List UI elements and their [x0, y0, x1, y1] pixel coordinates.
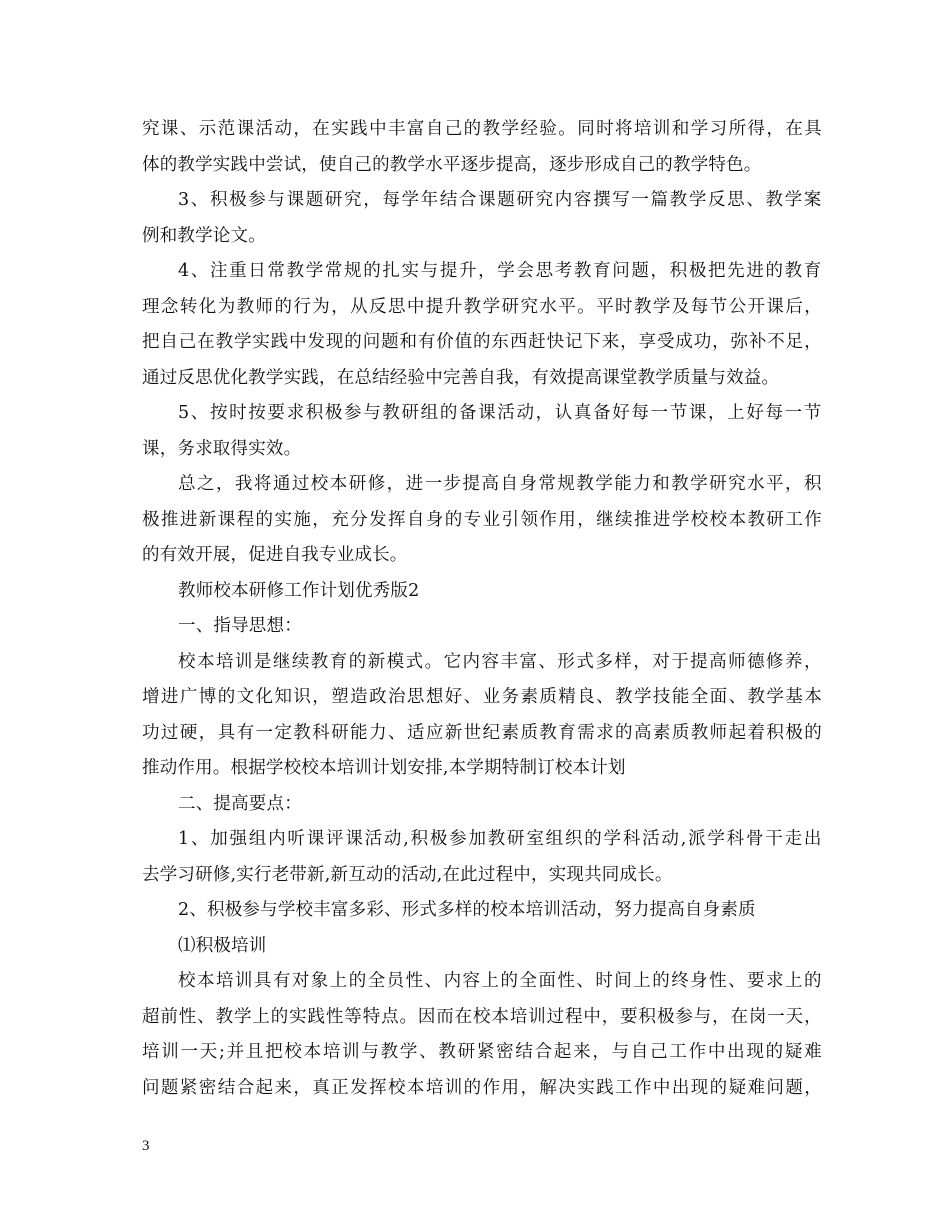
text-line: 问 题 紧 密 结 合 起 来 ， 真 正 发 挥 校 本 培 训 的 作 用 ， 解 决 实 践 工 作 中 出 现 的 疑 难 问 题 ， — [142, 1077, 822, 1098]
text-line: 通过反思优化教学实践，在总结经验中完善自我，有效提高课堂教学质量与效益。 — [142, 367, 780, 388]
text-line: 体的教学实践中尝试，使自己的教学水平逐步提高，逐步形成自己的教学特色。 — [142, 154, 762, 175]
text-line: 总 之 ， 我 将 通 过 校 本 研 修 ， 进 一 步 提 高 自 身 常 规 教 学 能 力 和 教 学 研 究 水 平 ， 积 — [178, 474, 822, 494]
text-line: 的有效开展，促进自我专业成长。 — [142, 545, 408, 565]
text-line: 功 过 硬 ， 具 有 一 定 教 科 研 能 力 、 适 应 新 世 纪 素 质 教 育 需 求 的 高 素 质 教 师 起 着 积 极 的 — [142, 722, 822, 743]
text-line: 究 课 、 示 范 课 活 动 ， 在 实 践 中 丰 富 自 己 的 教 学 经 验 。 同 时 将 培 训 和 学 习 所 得 ， 在 具 — [142, 119, 822, 139]
text-line: 4 、 注 重 日 常 教 学 常 规 的 扎 实 与 提 升 ， 学 会 思 考 教 育 问 题 ， 积 极 把 先 进 的 教 育 — [178, 261, 822, 281]
text-line: 1 、 加 强 组 内 听 课 评 课 活 动 , 积 极 参 加 教 研 室 组 织 的 学 科 活 动 , 派 学 科 骨 干 走 出 — [178, 829, 822, 849]
document-body — [142, 112, 822, 1106]
section-title: 教师校本研修工作计划优秀版2 — [178, 580, 420, 601]
text-line: 课，务求取得实效。 — [142, 438, 302, 459]
text-line: 例和教学论文。 — [142, 225, 266, 246]
text-line: 去学习研修,实行老带新,新互动的活动,在此过程中，实现共同成长。 — [142, 864, 673, 885]
section-heading: 一、指导思想： — [178, 616, 302, 636]
text-line: 校 本 培 训 是 继 续 教 育 的 新 模 式 。 它 内 容 丰 富 、 形 式 多 样 ， 对 于 提 高 师 德 修 养 ， — [178, 651, 822, 672]
page-number: 3 — [142, 1138, 150, 1154]
text-line: 校 本 培 训 具 有 对 象 上 的 全 员 性 、 内 容 上 的 全 面 性 、 时 间 上 的 终 身 性 、 要 求 上 的 — [178, 971, 822, 991]
text-line: 把 自 己 在 教 学 实 践 中 发 现 的 问 题 和 有 价 值 的 东 西 赶 快 记 下 来 ， 享 受 成 功 ， 弥 补 不 足 ， — [142, 332, 822, 352]
text-line: 超 前 性 、 教 学 上 的 实 践 性 等 特 点 。 因 而 在 校 本 培 训 过 程 中 ， 要 积 极 参 与 ， 在 岗 一 天 ， — [142, 1006, 822, 1027]
text-line: 培 训 一 天 ; 并 且 把 校 本 培 训 与 教 学 、 教 研 紧 密 结 合 起 来 ， 与 自 己 工 作 中 出 现 的 疑 难 — [142, 1042, 822, 1062]
section-heading: 二、提高要点： — [178, 793, 302, 814]
text-line: 理 念 转 化 为 教 师 的 行 为 ， 从 反 思 中 提 升 教 学 研 究 水 平 。 平 时 教 学 及 每 节 公 开 课 后 ， — [142, 296, 822, 317]
text-line: 极 推 进 新 课 程 的 实 施 ， 充 分 发 挥 自 身 的 专 业 引 领 作 用 ， 继 续 推 进 学 校 校 本 教 研 工 作 — [142, 509, 822, 530]
text-line: 5 、 按 时 按 要 求 积 极 参 与 教 研 组 的 备 课 活 动 ， 认 真 备 好 每 一 节 课 ， 上 好 每 一 节 — [178, 403, 822, 423]
text-line: 增 进 广 博 的 文 化 知 识 ， 塑 造 政 治 思 想 好 、 业 务 素 质 精 良 、 教 学 技 能 全 面 、 教 学 基 本 — [142, 687, 822, 707]
text-line: 2、积极参与学校丰富多彩、形式多样的校本培训活动，努力提高自身素质 — [178, 900, 756, 920]
subsection-heading: ⑴积极培训 — [178, 935, 267, 956]
text-line: 3 、 积 极 参 与 课 题 研 究 ， 每 学 年 结 合 课 题 研 究 内 容 撰 写 一 篇 教 学 反 思 、 教 学 案 — [178, 190, 822, 210]
text-line: 推动作用。根据学校校本培训计划安排,本学期特制订校本计划 — [142, 758, 626, 778]
